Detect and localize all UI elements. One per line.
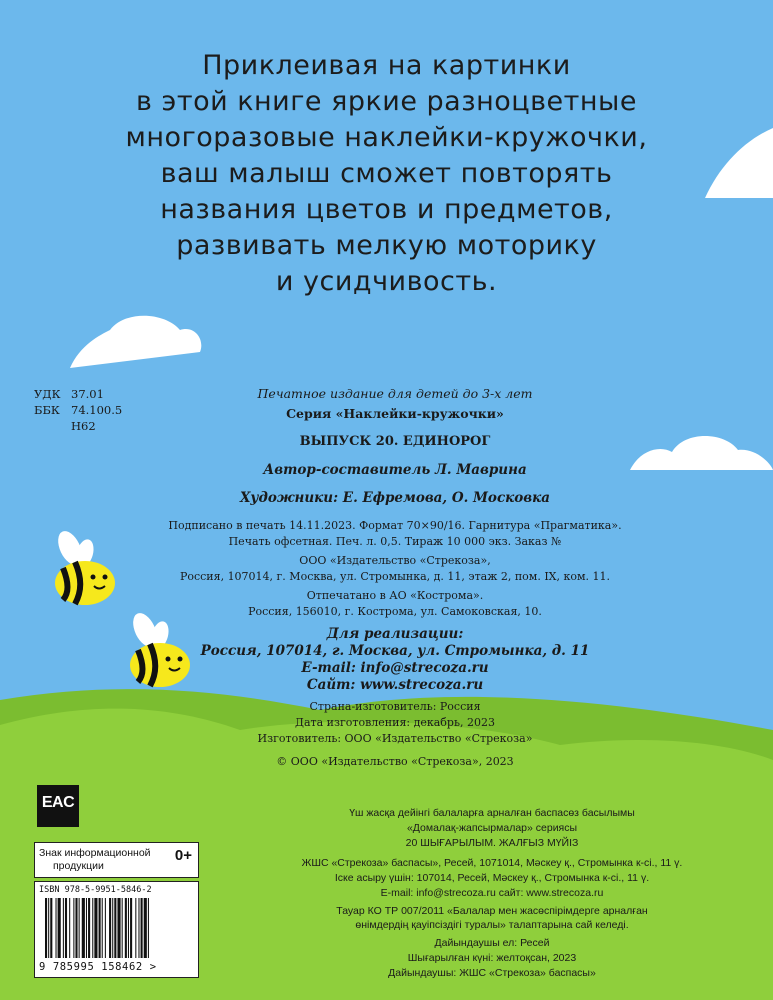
eac-mark-icon xyxy=(37,785,79,827)
email-line: E-mail: info@strecoza.ru xyxy=(301,660,489,676)
intro-line: названия цветов и предметов, xyxy=(160,194,613,225)
age-note: Печатное издание для детей до 3-х лет xyxy=(257,386,533,401)
kazakh-line: ЖШС «Стрекоза» баспасы», Ресей, 1071014, Мәскеу қ., Стромынка к-сі., 11 ү. xyxy=(301,857,683,869)
kazakh-line: Дайындаушы: ЖШС «Стрекоза» баспасы» xyxy=(388,967,596,979)
intro-line: многоразовые наклейки-кружочки, xyxy=(125,122,648,153)
isbn-barcode xyxy=(34,881,199,978)
info-product-sign xyxy=(34,842,199,878)
bee-icon xyxy=(53,527,115,605)
issue-title: ВЫПУСК 20. ЕДИНОРОГ xyxy=(299,434,491,449)
intro-line: и усидчивость. xyxy=(275,266,498,297)
intro-line: ваш малыш сможет повторять xyxy=(160,158,613,189)
info-sign-text-2: продукции xyxy=(53,860,104,872)
bbk-value: 74.100.5 xyxy=(71,403,123,417)
kazakh-line: Дайындаушы ел: Ресей xyxy=(434,937,550,949)
barcode-digits: 9 785995 158462 > xyxy=(39,961,157,973)
kazakh-line: «Домалақ-жапсырмалар» сериясы xyxy=(406,822,578,834)
intro-line: Приклеивая на картинки xyxy=(202,50,571,81)
site-line: Сайт: www.strecoza.ru xyxy=(306,677,484,693)
date-line: Дата изготовления: декабрь, 2023 xyxy=(295,716,495,729)
kazakh-line: Шығарылған күні: желтоқсан, 2023 xyxy=(407,952,577,964)
publisher-address: Россия, 107014, г. Москва, ул. Стромынка, д. 11, этаж 2, пом. IX, ком. 11. xyxy=(179,570,611,583)
artists-line: Художники: Е. Ефремова, О. Московка xyxy=(239,490,551,506)
print-details-2: Печать офсетная. Печ. л. 0,5. Тираж 10 000 экз. Заказ № xyxy=(228,535,562,548)
kazakh-line: E-mail: info@strecoza.ru сайт: www.strecoza.ru xyxy=(380,887,604,899)
intro-line: развивать мелкую моторику xyxy=(176,230,597,261)
kazakh-line: өнімдердің қауіпсіздігі туралы» талаптарына сай келеді. xyxy=(355,919,629,931)
country-line: Страна-изготовитель: Россия xyxy=(309,700,481,713)
cloud-middle-left xyxy=(70,316,201,368)
udk-label: УДК xyxy=(34,387,61,401)
classification-codes xyxy=(34,386,122,434)
barcode-bars-icon xyxy=(39,898,194,960)
author-code: Н62 xyxy=(71,419,96,433)
series-title: Серия «Наклейки-кружочки» xyxy=(286,406,504,421)
sales-address: Россия, 107014, г. Москва, ул. Стромынка, д. 11 xyxy=(200,643,590,659)
intro-text xyxy=(0,48,773,300)
manufacturer-line: Изготовитель: ООО «Издательство «Стрекоза» xyxy=(257,732,533,745)
isbn-text: ISBN 978-5-9951-5846-2 xyxy=(39,885,152,895)
sales-title: Для реализации: xyxy=(326,626,464,642)
kazakh-line: Үш жасқа дейінгі балаларға арналған баспасөз басылымы xyxy=(349,807,635,819)
kazakh-line: Іске асыру үшін: 107014, Ресей, Мәскеу қ., Стромынка к-сі., 11 ү. xyxy=(334,872,650,884)
bbk-label: ББК xyxy=(34,403,60,417)
printer-name: Отпечатано в АО «Кострома». xyxy=(306,589,484,602)
age-rating: 0+ xyxy=(174,847,192,864)
kazakh-line: Тауар КО ТР 007/2011 «Балалар мен жасөспірімдерге арналған xyxy=(336,905,648,917)
udk-value: 37.01 xyxy=(71,387,104,401)
print-details-1: Подписано в печать 14.11.2023. Формат 70×90/16. Гарнитура «Прагматика». xyxy=(168,519,622,532)
eac-mark-text: EAC xyxy=(41,794,75,811)
info-sign-text-1: Знак информационной xyxy=(39,847,151,859)
printer-address: Россия, 156010, г. Кострома, ул. Самоковская, 10. xyxy=(248,605,542,618)
copyright-line: © ООО «Издательство «Стрекоза», 2023 xyxy=(276,755,514,768)
kazakh-line: 20 ШЫҒАРЫЛЫМ. ЖАЛҒЫЗ МҮЙІЗ xyxy=(405,837,579,849)
author-line: Автор-составитель Л. Маврина xyxy=(263,462,527,478)
intro-line: в этой книге яркие разноцветные xyxy=(136,86,637,117)
publisher-name: ООО «Издательство «Стрекоза», xyxy=(299,554,491,567)
